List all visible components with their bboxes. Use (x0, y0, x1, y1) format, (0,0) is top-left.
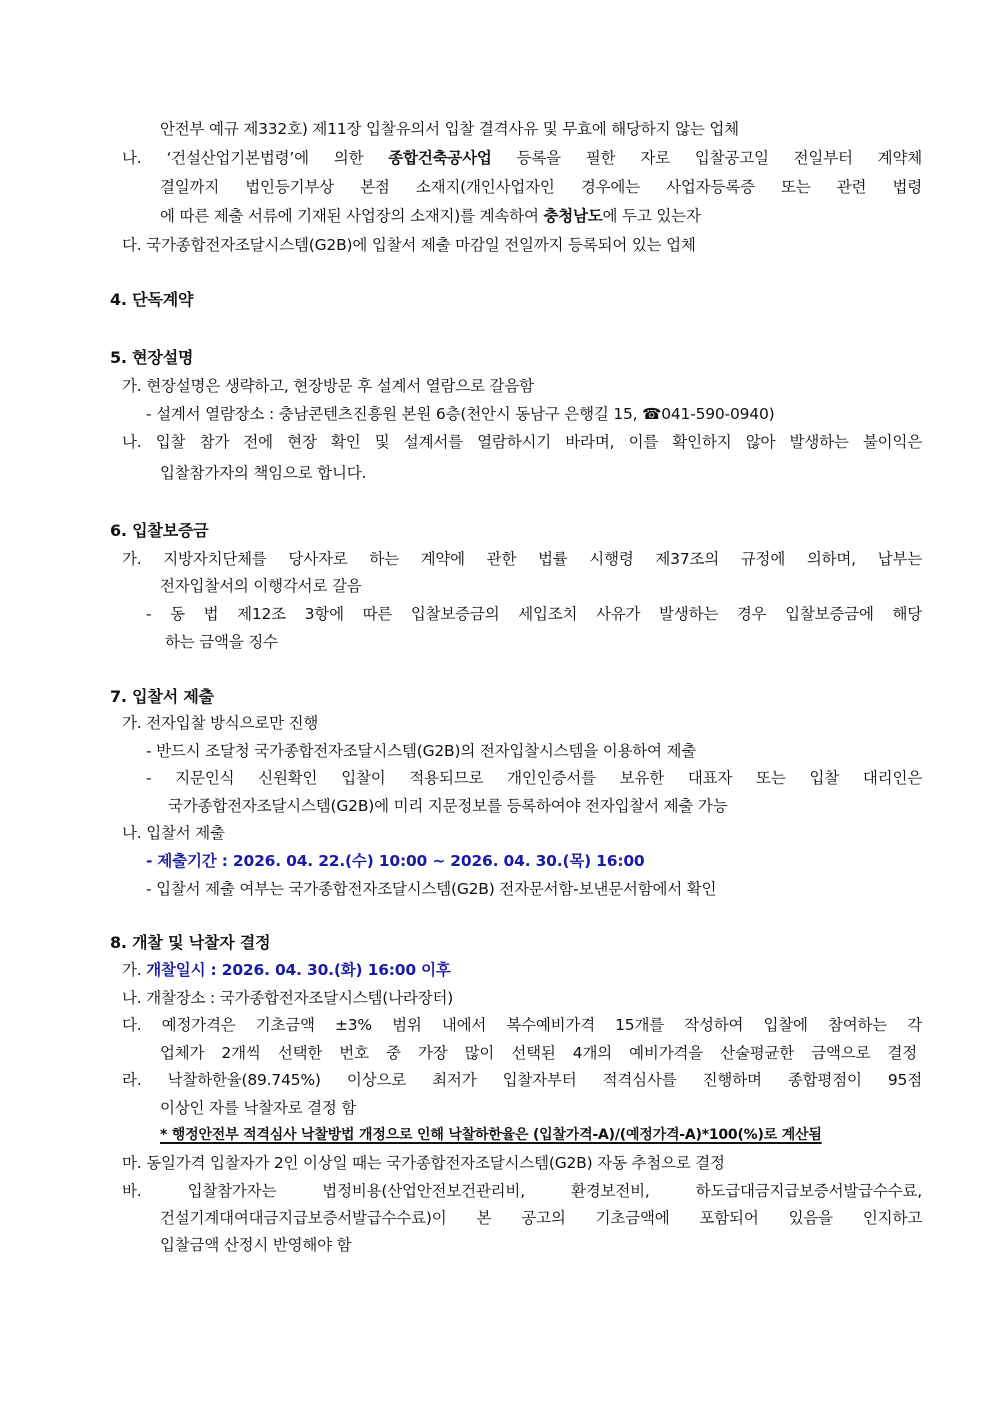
s7-item-na (122, 822, 225, 844)
highlight-text: 개찰일시 : 2026. 04. 30.(화) 16:00 이후 (146, 961, 451, 979)
marker: 나. (122, 149, 142, 167)
s7-submission-period (146, 850, 645, 872)
text: 가. 현장설명은 생략하고, 현장방문 후 설계서 열람으로 갈음함 (122, 377, 534, 395)
highlight-text: - 제출기간 : 2026. 04. 22.(수) 10:00 ~ 2026. 04. 30.(목) 16:00 (146, 852, 645, 870)
item-da (122, 234, 696, 256)
s8-item-ra (122, 1069, 922, 1091)
s6-dash-1 (146, 603, 922, 625)
s5-item-ga (122, 375, 534, 397)
text: 업체가 2개씩 선택한 번호 중 가장 많이 선택된 4개의 예비가격을 산술평균한 금액으로 결정 (160, 1044, 917, 1062)
s8-item-ga (122, 959, 451, 981)
s7-dash-1 (146, 740, 696, 762)
heading-text: 7. 입찰서 제출 (110, 687, 214, 706)
s8-item-ba-line3 (160, 1234, 351, 1256)
marker: 다. (122, 236, 142, 254)
s8-note (160, 1124, 822, 1146)
heading-text: 5. 현장설명 (110, 348, 194, 367)
s7-dash-2-line2 (168, 795, 727, 817)
text: 나. 입찰 참가 전에 현장 확인 및 설계서를 열람하시기 바라며, 이를 확인하지 않아 발생하는 불이익은 (122, 433, 922, 451)
s8-item-da (122, 1014, 922, 1036)
s6-item-ga (122, 548, 922, 570)
note-text: * 행정안전부 적격심사 낙찰방법 개정으로 인해 낙찰하한율은 (입찰가격-A)/(예정가격-A)*100(%)로 계산됨 (160, 1127, 822, 1143)
text: - 반드시 조달청 국가종합전자조달시스템(G2B)의 전자입찰시스템을 이용하여 제출 (146, 742, 697, 760)
text: 건설기계대여대금지급보증서발급수수료)이 본 공고의 기초금액에 포함되어 있음을 인지하고 (160, 1209, 922, 1227)
s7-item-ga (122, 712, 318, 734)
text: - 입찰서 제출 여부는 국가종합전자조달시스템(G2B) 전자문서함-보낸문서함에서 확인 (146, 880, 717, 898)
bold-text: 충청남도 (543, 207, 603, 225)
bold-text: 종합건축공사업 (388, 149, 492, 167)
text: 마. 동일가격 입찰자가 2인 이상일 때는 국가종합전자조달시스템(G2B) 자동 추첨으로 결정 (122, 1154, 725, 1172)
s5-dash-1 (146, 403, 774, 425)
text: 라. 낙찰하한율(89.745%) 이상으로 최저가 입찰자부터 적격심사를 진행하며 종합평점이 95점 (122, 1071, 922, 1089)
text: - 지문인식 신원확인 입찰이 적용되므로 개인인증서를 보유한 대표자 또는 입찰 대리인은 (146, 769, 922, 787)
text: - 동 법 제12조 3항에 따른 입찰보증금의 세입조치 사유가 발생하는 경우 입찰보증금에 해당 (146, 605, 922, 623)
section-8-heading (110, 932, 270, 954)
text: 전자입찰서의 이행각서로 갈음 (160, 577, 362, 595)
text: 하는 금액을 징수 (165, 633, 278, 651)
text: 가. 지방자치단체를 당사자로 하는 계약에 관한 법률 시행령 제37조의 규정에 의하며, 납부는 (122, 550, 922, 568)
line-continuation (160, 118, 739, 140)
heading-text: 6. 입찰보증금 (110, 521, 209, 540)
text: 에 두고 있는자 (602, 207, 701, 225)
section-7-heading (110, 686, 214, 708)
item-na-line3 (160, 205, 701, 227)
s8-item-ma (122, 1152, 725, 1174)
text: 바. 입찰참가자는 법정비용(산업안전보건관리비, 환경보전비, 하도급대금지급보증서발급수수료, (122, 1182, 922, 1200)
heading-text: 8. 개찰 및 낙찰자 결정 (110, 933, 271, 952)
s5-item-na-line2 (160, 462, 366, 484)
text: ‘건설산업기본법령’에 의한 (166, 149, 364, 167)
s5-item-na (122, 431, 922, 453)
s6-item-ga-line2 (160, 575, 362, 597)
s8-item-na (122, 987, 453, 1009)
text: 에 따른 제출 서류에 기재된 사업장의 소재지)를 계속하여 (160, 207, 544, 225)
text: 다. 예정가격은 기초금액 ±3% 범위 내에서 복수예비가격 15개를 작성하여 입찰에 참여하는 각 (122, 1016, 922, 1034)
text: 나. 입찰서 제출 (122, 824, 225, 842)
text: 국가종합전자조달시스템(G2B)에 미리 지문정보를 등록하여야 전자입찰서 제출 가능 (168, 797, 728, 815)
section-5-heading (110, 347, 193, 369)
item-na-line2 (160, 176, 922, 198)
s6-dash-1-line2 (165, 631, 278, 653)
text: 입찰금액 산정시 반영해야 함 (160, 1236, 352, 1254)
s7-dash-3 (146, 878, 716, 900)
s7-dash-2 (146, 767, 922, 789)
item-na (122, 147, 922, 169)
text: - 설계서 열람장소 : 충남콘텐츠진흥원 본원 6층(천안시 동남구 은행길 15, ☎041-590-0940) (146, 405, 775, 423)
text: 나. 개찰장소 : 국가종합전자조달시스템(나라장터) (122, 989, 454, 1007)
text: 가. 전자입찰 방식으로만 진행 (122, 714, 319, 732)
section-4-heading (110, 289, 193, 311)
text: 등록을 필한 자로 입찰공고일 전일부터 계약체 (516, 149, 922, 167)
text: 안전부 예규 제332호) 제11장 입찰유의서 입찰 결격사유 및 무효에 해당하지 않는 업체 (160, 120, 739, 138)
section-6-heading (110, 520, 208, 542)
text: 결일까지 법인등기부상 본점 소재지(개인사업자인 경우에는 사업자등록증 또는 관련 법령 (160, 178, 922, 196)
text: 국가종합전자조달시스템(G2B)에 입찰서 제출 마감일 전일까지 등록되어 있는 업체 (146, 236, 696, 254)
marker: 가. (122, 961, 142, 979)
s8-item-da-line2 (160, 1042, 917, 1064)
text: 이상인 자를 낙찰자로 결정 함 (160, 1099, 357, 1117)
s8-item-ba-line2 (160, 1207, 922, 1229)
s8-item-ba (122, 1180, 922, 1202)
heading-text: 4. 단독계약 (110, 290, 194, 309)
text: 입찰참가자의 책임으로 합니다. (160, 464, 367, 482)
s8-item-ra-line2 (160, 1097, 356, 1119)
